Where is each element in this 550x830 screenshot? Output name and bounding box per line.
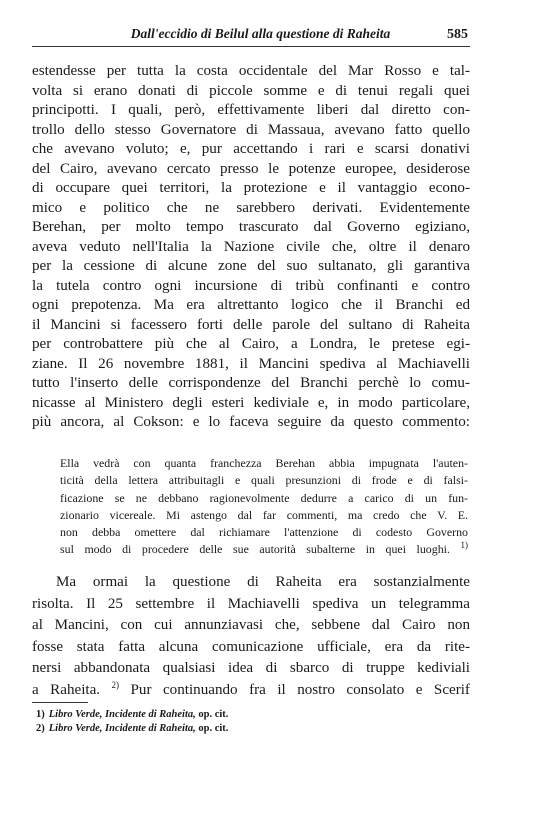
footnote-cite: op. cit. xyxy=(198,709,229,720)
text-before-note: a Raheita. xyxy=(32,681,101,698)
text-line: che avevano voluto; e, pur accettando i rari e scarsi donativi xyxy=(32,141,470,157)
text-line: tutto l'inserto delle corrispondenze del Branchi perchè lo comu- xyxy=(32,375,470,391)
text-line: nicasse al Ministero degli esteri kediviale e, in modo particolare, xyxy=(32,394,470,411)
text-line: volta si erano donati di piccole somme e di tenui regali quei xyxy=(32,82,470,99)
running-title: Dall'eccidio di Beilul alla questione di Raheita xyxy=(130,26,391,41)
text-line: la tutela contro ogni incursione di tribù confinanti e contro xyxy=(32,277,470,294)
footnote-ref-2[interactable]: 2) xyxy=(111,679,120,690)
text-line: aveva veduto nell'Italia la Nazione civile che, oltre il denaro xyxy=(32,238,470,255)
footnotes xyxy=(32,708,228,736)
footnote-marker: 1) xyxy=(36,709,45,720)
text-after-note: Pur continuando fra il nostro consolato e Scerif xyxy=(130,681,470,698)
text-line: del Cairo, avevano cercato presso le potenze europee, desiderose xyxy=(32,160,470,177)
page-number: 585 xyxy=(447,27,468,42)
block-quote xyxy=(60,455,468,559)
text-line: estendesse per tutta la costa occidentale del Mar Rosso e tal- xyxy=(32,63,470,79)
quote-line: zionario vicereale. Mi astengo dal far commenti, ma credo che V. E. xyxy=(60,507,468,522)
header-rule xyxy=(32,46,470,47)
footnote-ref-1[interactable]: 1) xyxy=(460,540,468,551)
text-line: ogni prepotenza. Ma era altrettanto logico che il Branchi ed xyxy=(32,297,470,313)
footnote-2 xyxy=(32,722,228,736)
text-line: principotti. I quali, però, effettivamente liberi dal diretto con- xyxy=(32,102,470,118)
footnote-cite: op. cit. xyxy=(198,723,229,734)
footnote-rule xyxy=(32,702,88,703)
text-line: Ma ormai la questione di Raheita era sostanzialmente xyxy=(56,574,470,590)
quote-line-last xyxy=(60,541,468,558)
text-line: mico e politico che ne sarebbero derivati. Evidentemente xyxy=(32,199,470,216)
quote-line-text: sul modo di procedere delle sue autorità subalterne in quei luoghi. xyxy=(60,542,450,557)
running-head xyxy=(32,26,468,46)
quote-line: Ella vedrà con quanta franchezza Berehan abbia impugnata l'auten- xyxy=(60,456,468,470)
text-line: il Mancini si facessero forti delle parole del sultano di Raheita xyxy=(32,316,470,333)
text-line: per controbattere più che al Cairo, a Londra, le pretese egi- xyxy=(32,336,470,352)
text-line: di occupare quei territori, la protezione e il vantaggio econo- xyxy=(32,180,470,196)
text-line: più ancora, al Cokson: e lo faceva seguire da questo commento: xyxy=(32,414,470,430)
text-line: nersi abbandonata qualsiasi idea di sbarco di truppe kediviali xyxy=(32,660,470,676)
text-line: per la cessione di alcune zone del suo sultanato, gli garantiva xyxy=(32,258,470,274)
text-line: Berehan, per molto tempo trascurato dal Governo egiziano, xyxy=(32,219,470,235)
footnote-1 xyxy=(32,708,228,722)
paragraph-1 xyxy=(32,62,470,433)
quote-line: non debba omettere dal richiamare l'attenzione di codesto Governo xyxy=(60,525,468,540)
footnote-title: Libro Verde, Incidente di Raheita, xyxy=(48,709,196,720)
text-line: fosse stata fatta alcuna comunicazione ufficiale, era da rite- xyxy=(32,638,470,655)
text-line: al Mancini, con cui annunziavasi che, sebbene dal Cairo non xyxy=(32,617,470,633)
footnote-marker: 2) xyxy=(36,723,45,734)
text-line: trollo dello stesso Governatore di Massaua, avevano fatto quello xyxy=(32,121,470,138)
quote-line: ticità della lettera attribuitagli e quali presunzioni di frode e di falsi- xyxy=(60,473,468,488)
quote-line: ficazione se ne debbano ragionevolmente dedurre a carico di un fun- xyxy=(60,490,468,505)
footnote-title: Libro Verde, Incidente di Raheita, xyxy=(48,723,196,734)
paragraph-2 xyxy=(32,572,470,701)
text-line: ziane. Il 26 novembre 1881, il Mancini spediva al Machiavelli xyxy=(32,355,470,372)
text-line-with-note xyxy=(32,680,470,702)
text-line: risolta. Il 25 settembre il Machiavelli spediva un telegramma xyxy=(32,595,470,612)
